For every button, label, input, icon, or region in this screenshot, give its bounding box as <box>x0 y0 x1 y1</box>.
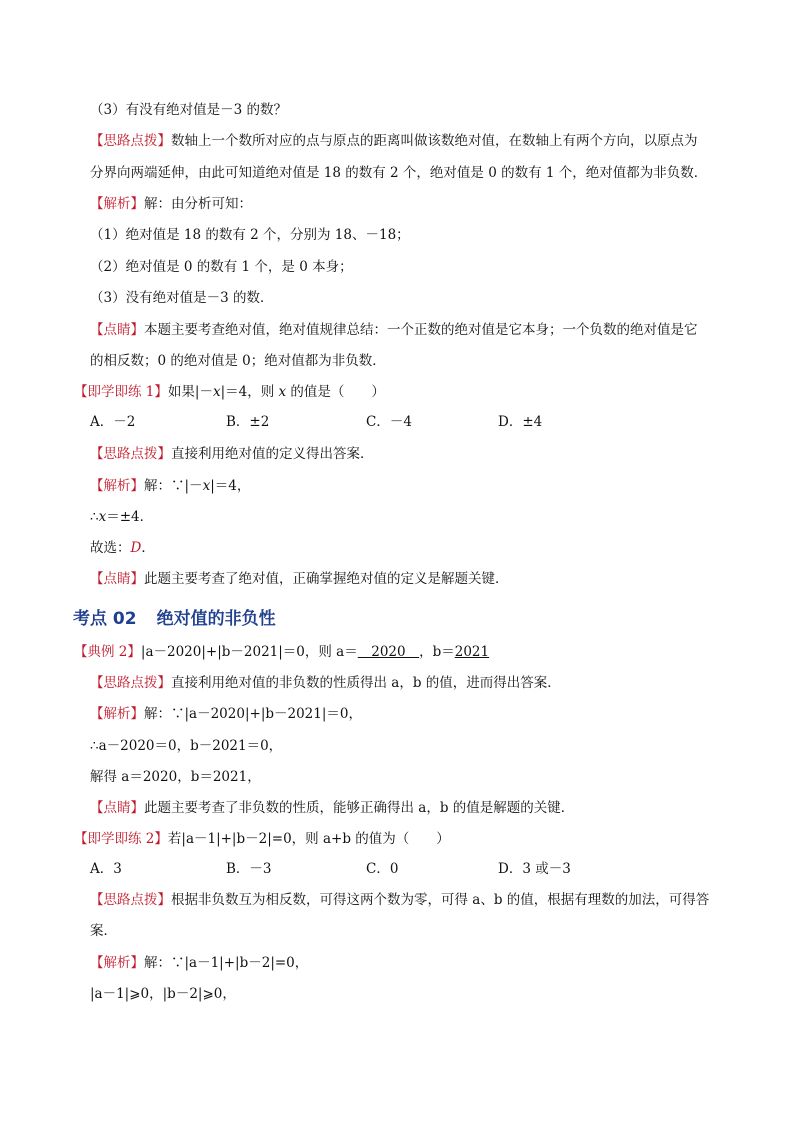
question-3: （3）有没有绝对值是－3 的数？ <box>90 102 287 118</box>
hint-text: 直接利用绝对值的定义得出答案． <box>171 446 374 462</box>
practice-1-therefore <box>90 508 153 526</box>
practice-1-options <box>90 413 542 431</box>
solution-tag: 【解析】 <box>90 706 144 722</box>
option-b[interactable]: B．－3 <box>226 861 272 877</box>
var-x: x <box>278 384 287 400</box>
example-2-mid: ，b＝ <box>419 644 455 660</box>
section-heading <box>73 604 276 629</box>
note-tag: 【点睛】 <box>90 571 144 587</box>
example-2-step-1: ∴a－2020＝0，b－2021＝0， <box>90 738 283 754</box>
example-2-step-2: 解得 a＝2020，b＝2021， <box>90 769 261 785</box>
example-2-note <box>90 799 574 817</box>
note-line-2: 的相反数；0 的绝对值是 0；绝对值都为非负数． <box>90 353 386 369</box>
example-2-hint <box>90 674 561 692</box>
practice-1-q-post: |＝4，则 <box>220 384 279 400</box>
hint-text: 根据非负数互为相反数，可得这两个数为零，可得 a、b 的值，根据有理数的加法，可得答 <box>171 892 710 908</box>
hint-text: 数轴上一个数所对应的点与原点的距离叫做该数绝对值，在数轴上有两个方向，以原点为 <box>171 133 698 149</box>
hint-tag: 【思路点拨】 <box>90 133 171 149</box>
practice-2-step-1: |a－1|⩾0，|b－2|⩾0， <box>90 986 236 1002</box>
example-2-q: |a－2020|+|b－2021|＝0，则 a＝ <box>140 644 358 660</box>
practice-1-solution <box>90 477 250 495</box>
option-c[interactable]: C．－4 <box>366 414 412 430</box>
therefore-post: ＝±4． <box>106 509 154 525</box>
section-title: 绝对值的非负性 <box>156 609 276 629</box>
practice-1-choice <box>90 539 155 557</box>
note-tag: 【点睛】 <box>90 322 144 338</box>
solution-tag: 【解析】 <box>90 955 144 971</box>
hint-tag: 【思路点拨】 <box>90 892 171 908</box>
example-2-solution <box>90 705 362 723</box>
answer-3: （3）没有绝对值是－3 的数． <box>90 290 274 306</box>
solution-tag: 【解析】 <box>90 196 144 212</box>
var-x: x <box>202 478 211 494</box>
solution-text: 解：∵|a－2020|+|b－2021|＝0， <box>144 706 362 722</box>
option-b[interactable]: B．±2 <box>226 414 270 430</box>
choice-value: D <box>130 540 142 556</box>
example-2-question <box>74 643 489 661</box>
var-x: x <box>98 509 107 525</box>
practice-1-question <box>74 383 385 401</box>
practice-2-question <box>74 830 450 848</box>
choice-label: 故选： <box>90 540 131 556</box>
choice-end: ． <box>141 540 155 556</box>
practice-1-q-end: 的值是（ ） <box>286 384 385 400</box>
solution-pre: 解：∵|－ <box>144 478 203 494</box>
practice-1-tag: 【即学即练 1】 <box>74 384 168 400</box>
hint-line-2: 分界向两端延伸，由此可知道绝对值是 18 的数有 2 个，绝对值是 0 的数有 1 个，绝对值都为非负数． <box>90 165 708 181</box>
practice-2-hint-2: 案． <box>90 923 117 939</box>
solution-text: 解：由分析可知： <box>144 196 252 212</box>
note-text: 此题主要考查了绝对值，正确掌握绝对值的定义是解题关键． <box>144 571 509 587</box>
answer-a: 2020 <box>357 644 420 660</box>
practice-2-options <box>90 860 571 878</box>
hint-tag: 【思路点拨】 <box>90 446 171 462</box>
practice-1-hint <box>90 445 374 463</box>
option-a[interactable]: A．－2 <box>90 414 136 430</box>
note-text: 此题主要考查了非负数的性质，能够正确得出 a，b 的值是解题的关键． <box>144 800 575 816</box>
example-2-tag: 【典例 2】 <box>74 644 141 660</box>
option-d[interactable]: D．3 或－3 <box>498 861 571 877</box>
practice-2-solution <box>90 954 308 972</box>
answer-b: 2021 <box>454 644 490 660</box>
note-text: 本题主要考查绝对值，绝对值规律总结：一个正数的绝对值是它本身；一个负数的绝对值是它 <box>144 322 698 338</box>
practice-1-q-pre: 如果|－ <box>167 384 213 400</box>
note-line <box>90 321 698 339</box>
option-c[interactable]: C．0 <box>366 861 399 877</box>
section-number: 考点 02 <box>73 609 137 629</box>
hint-tag: 【思路点拨】 <box>90 675 171 691</box>
practice-1-note <box>90 570 509 588</box>
solution-tag: 【解析】 <box>90 478 144 494</box>
option-d[interactable]: D．±4 <box>498 414 543 430</box>
solution-text: 解：∵|a－1|+|b－2|=0， <box>144 955 309 971</box>
note-tag: 【点睛】 <box>90 800 144 816</box>
solution-post: |＝4， <box>210 478 251 494</box>
practice-2-tag: 【即学即练 2】 <box>74 831 168 847</box>
answer-1: （1）绝对值是 18 的数有 2 个，分别为 18、－18； <box>90 227 410 243</box>
answer-2: （2）绝对值是 0 的数有 1 个，是 0 本身； <box>90 259 353 275</box>
hint-line <box>90 132 698 150</box>
solution-line <box>90 195 252 213</box>
option-a[interactable]: A．3 <box>90 861 122 877</box>
var-x: x <box>212 384 221 400</box>
hint-text: 直接利用绝对值的非负数的性质得出 a，b 的值，进而得出答案． <box>171 675 561 691</box>
practice-2-hint <box>90 891 709 909</box>
practice-2-q: 若|a－1|+|b－2|=0，则 a+b 的值为（ ） <box>167 831 450 847</box>
therefore-sign: ∴ <box>90 509 99 525</box>
